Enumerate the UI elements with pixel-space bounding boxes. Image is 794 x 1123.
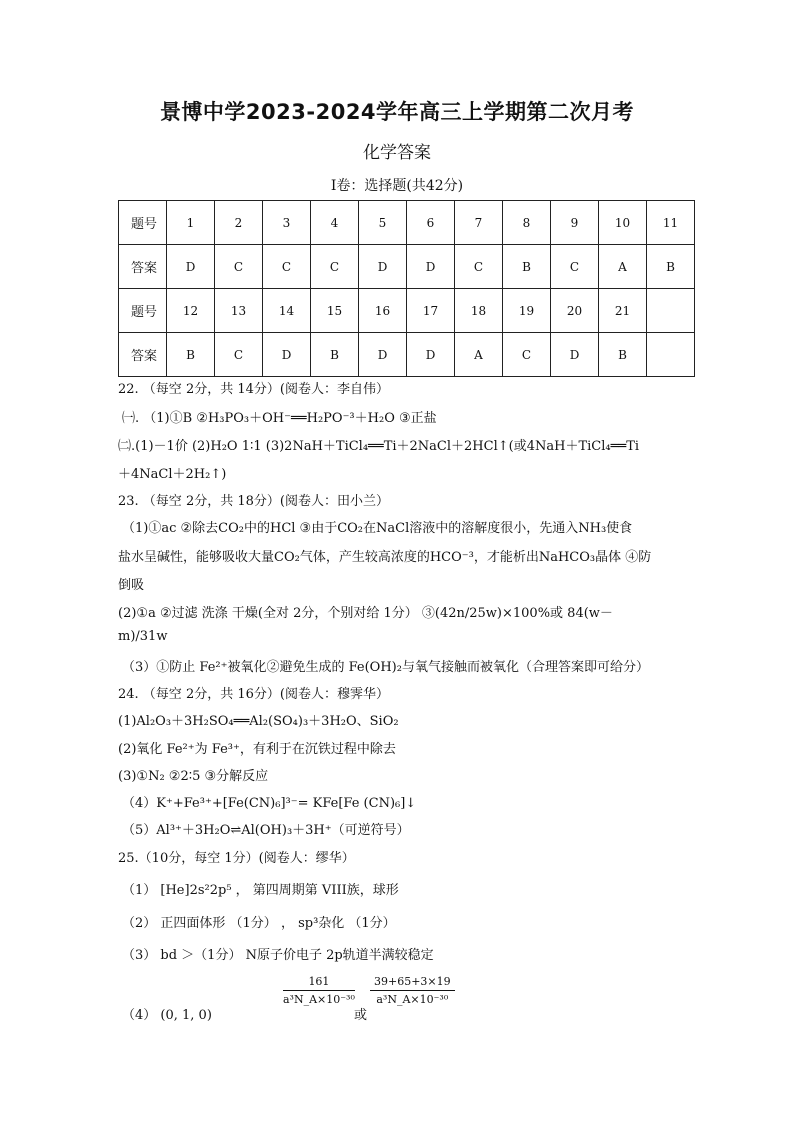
q23-line-3: 倒吸 (118, 578, 145, 593)
table-cell-label: 答案 (119, 245, 167, 289)
table-cell: C (455, 245, 503, 289)
table-cell: 8 (503, 201, 551, 245)
table-cell: D (551, 333, 599, 377)
table-row-question-2 (119, 289, 695, 333)
q24-line-2: (2)氧化 Fe²⁺为 Fe³⁺，有利于在沉铁过程中除去 (118, 742, 396, 757)
q23-line-4: (2)①a ②过滤 洗涤 干燥(全对 2分，个别对给 1分） ③(42n/25w)×100%或 84(w－ (118, 606, 613, 621)
table-cell: 12 (167, 289, 215, 333)
table-cell: 13 (215, 289, 263, 333)
q23-line-5: m)/31w (118, 629, 168, 644)
table-cell: 11 (647, 201, 695, 245)
fraction-numerator: 39+65+3×19 (370, 975, 455, 991)
q25-line-4: （4） (0, 1, 0) (122, 1008, 212, 1023)
q24-line-4: （4）K⁺+Fe³⁺+[Fe(CN)₆]³⁻= KFe[Fe (CN)₆]↓ (122, 796, 417, 811)
q23-line-2: 盐水呈碱性，能够吸收大量CO₂气体，产生较高浓度的HCO⁻³，才能析出NaHCO₃晶体 ④防 (118, 550, 652, 565)
table-cell: 21 (599, 289, 647, 333)
table-row-answer-1 (119, 245, 695, 289)
table-cell: A (455, 333, 503, 377)
q24-line-5: （5）Al³⁺＋3H₂O⇌Al(OH)₃＋3H⁺（可逆符号） (122, 823, 410, 838)
table-row-question-1 (119, 201, 695, 245)
table-cell-label: 题号 (119, 289, 167, 333)
table-cell: D (407, 245, 455, 289)
table-cell: 16 (359, 289, 407, 333)
q25-line-1: （1） [He]2s²2p⁵ ， 第四周期第 VIII族，球形 (122, 883, 399, 898)
table-cell: 14 (263, 289, 311, 333)
table-cell: A (599, 245, 647, 289)
table-cell: C (551, 245, 599, 289)
table-cell: 10 (599, 201, 647, 245)
document-title: 景博中学2023-2024学年高三上学期第二次月考 (159, 100, 635, 124)
table-cell: 9 (551, 201, 599, 245)
fraction-density-2 (370, 975, 455, 1006)
q22-line-3: ＋4NaCl＋2H₂↑) (118, 467, 227, 482)
q22-line-2: ㈡.(1)－1价 (2)H₂O 1∶1 (3)2NaH＋TiCl₄══Ti＋2NaCl＋2HCl↑(或4NaH＋TiCl₄══Ti (118, 439, 640, 454)
table-cell: 3 (263, 201, 311, 245)
table-cell: C (263, 245, 311, 289)
section-heading-choice: Ⅰ卷：选择题(共42分) (330, 178, 464, 194)
table-cell: B (311, 333, 359, 377)
table-cell: 20 (551, 289, 599, 333)
q25-line-2: （2） 正四面体形 （1分） ， sp³杂化 （1分） (122, 916, 396, 931)
table-cell: 19 (503, 289, 551, 333)
q22-line-1: ㈠. （1)①B ②H₃PO₃＋OH⁻══H₂PO⁻³＋H₂O ③正盐 (122, 411, 437, 426)
q22-heading: 22. （每空 2分，共 14分）(阅卷人：李自伟） (118, 382, 389, 397)
q25-line-3: （3） bd ＞（1分） N原子价电子 2p轨道半满较稳定 (122, 948, 434, 963)
table-cell: D (263, 333, 311, 377)
table-cell: 2 (215, 201, 263, 245)
table-cell: C (503, 333, 551, 377)
table-cell-label: 答案 (119, 333, 167, 377)
document-subtitle: 化学答案 (363, 143, 431, 163)
fraction-numerator: 161 (283, 975, 355, 991)
q25-heading: 25.（10分，每空 1分）(阅卷人：缪华） (118, 851, 355, 866)
q23-line-6: （3）①防止 Fe²⁺被氧化②避免生成的 Fe(OH)₂与氧气接触而被氧化（合理答案即可给分） (122, 660, 649, 675)
table-cell: 5 (359, 201, 407, 245)
fraction-denominator: a³N_A×10⁻³⁰ (283, 993, 355, 1006)
table-cell: 1 (167, 201, 215, 245)
q23-line-1: （1)①ac ②除去CO₂中的HCl ③由于CO₂在NaCl溶液中的溶解度很小，先通入NH₃使食 (122, 521, 633, 536)
table-cell: B (599, 333, 647, 377)
table-cell: 17 (407, 289, 455, 333)
fraction-density-1 (283, 975, 355, 1006)
table-cell (647, 289, 695, 333)
table-cell (647, 333, 695, 377)
table-cell: D (359, 245, 407, 289)
table-cell: B (503, 245, 551, 289)
table-cell: B (647, 245, 695, 289)
table-cell: B (167, 333, 215, 377)
table-cell: 6 (407, 201, 455, 245)
table-cell: 7 (455, 201, 503, 245)
table-cell: D (167, 245, 215, 289)
table-cell: 4 (311, 201, 359, 245)
table-row-answer-2 (119, 333, 695, 377)
or-text: 或 (354, 1008, 368, 1023)
q23-heading: 23. （每空 2分，共 18分）(阅卷人：田小兰） (118, 494, 389, 509)
table-cell: 18 (455, 289, 503, 333)
table-cell: C (215, 245, 263, 289)
table-cell: D (359, 333, 407, 377)
table-cell-label: 题号 (119, 201, 167, 245)
table-cell: 15 (311, 289, 359, 333)
q24-heading: 24. （每空 2分，共 16分）(阅卷人：穆霁华） (118, 687, 389, 702)
fraction-denominator: a³N_A×10⁻³⁰ (376, 993, 449, 1006)
answer-table (118, 200, 695, 377)
q24-line-3: (3)①N₂ ②2∶5 ③分解反应 (118, 769, 269, 784)
table-cell: C (215, 333, 263, 377)
q24-line-1: (1)Al₂O₃＋3H₂SO₄══Al₂(SO₄)₃＋3H₂O、SiO₂ (118, 714, 399, 729)
table-cell: C (311, 245, 359, 289)
table-cell: D (407, 333, 455, 377)
